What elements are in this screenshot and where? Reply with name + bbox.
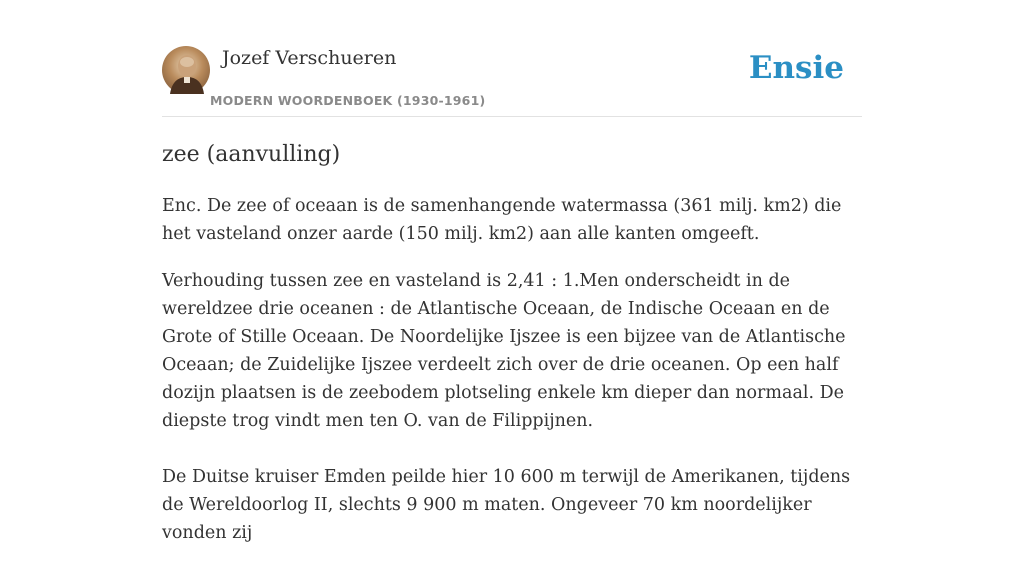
author-name[interactable]: Jozef Verschueren <box>222 47 397 69</box>
author-avatar[interactable] <box>162 46 210 94</box>
entry-paragraph: De Duitse kruiser Emden peilde hier 10 600 m terwijl de Amerikanen, tijdens de Wereldoorlog II, slechts 9 900 m maten. Ongeveer 70 km noordelijker vonden zij <box>162 467 851 543</box>
entry-paragraph: Verhouding tussen zee en vasteland is 2,41 : 1.Men onderscheidt in de wereldzee drie oceanen : de Atlantische Oceaan, de Indische Oceaan en de Grote of Stille Oceaan. De Noordelijke Ijszee is een bijzee van de Atlantische Oceaan; de Zuidelijke Ijszee verdeelt zich over de drie oceanen. Op een half dozijn plaatsen is de zeebodem plotseling enkele km dieper dan normaal. De diepste trog vindt men ten O. van de Filippijnen. <box>162 271 846 431</box>
entry-body <box>162 192 862 566</box>
brand-logo[interactable]: Ensie <box>748 50 844 86</box>
paragraph-gap <box>162 435 862 463</box>
source-label[interactable]: MODERN WOORDENBOEK (1930-1961) <box>210 93 486 108</box>
author-portrait-icon <box>162 46 210 94</box>
entry-paragraph: Enc. De zee of oceaan is de samenhangende watermassa (361 milj. km2) die het vasteland onzer aarde (150 milj. km2) aan alle kanten omgeeft. <box>162 196 842 244</box>
entry-title: zee (aanvulling) <box>162 142 341 167</box>
entry-header <box>162 46 862 117</box>
